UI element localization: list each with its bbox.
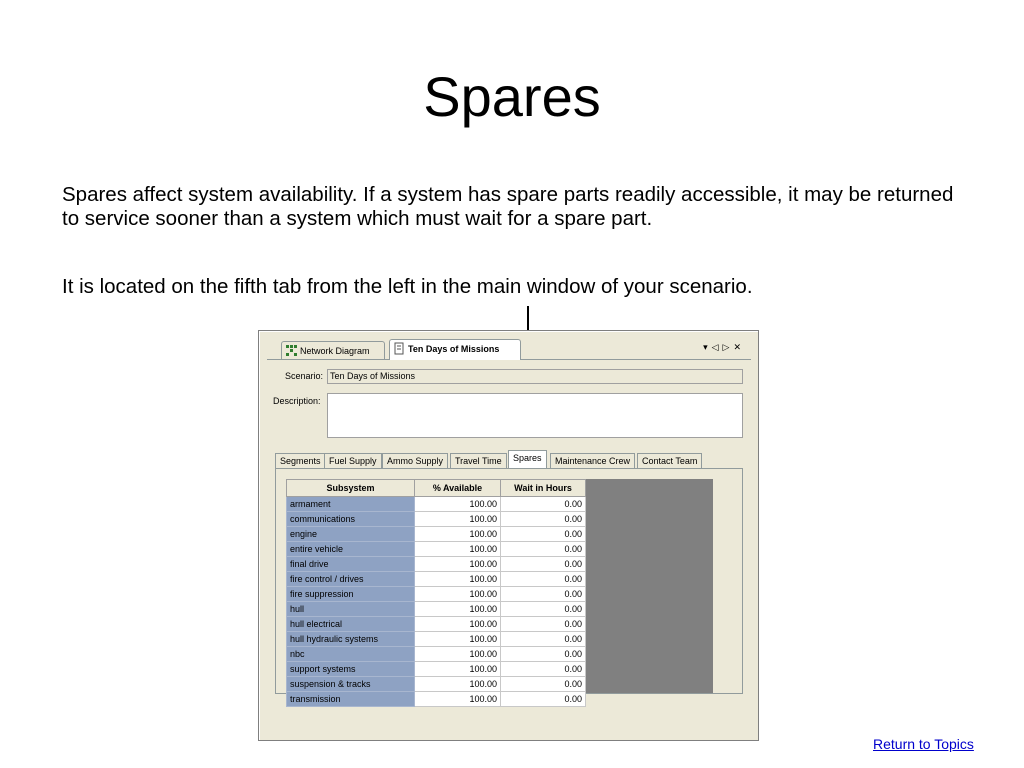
subsystem-cell[interactable]: fire suppression bbox=[287, 587, 415, 602]
wait-cell[interactable]: 0.00 bbox=[501, 572, 586, 587]
available-cell[interactable]: 100.00 bbox=[415, 632, 501, 647]
column-header-subsystem[interactable]: Subsystem bbox=[287, 480, 415, 497]
wait-cell[interactable]: 0.00 bbox=[501, 662, 586, 677]
wait-cell[interactable]: 0.00 bbox=[501, 647, 586, 662]
mission-document-icon bbox=[394, 343, 405, 354]
scroll-right-icon[interactable]: ▷ bbox=[722, 342, 734, 352]
location-paragraph: It is located on the fifth tab from the left in the main window of your scenario. bbox=[62, 275, 753, 298]
tab-maintenance-crew[interactable]: Maintenance Crew bbox=[550, 453, 635, 469]
subsystem-cell[interactable]: nbc bbox=[287, 647, 415, 662]
subsystem-cell[interactable]: hull electrical bbox=[287, 617, 415, 632]
table-row[interactable] bbox=[287, 662, 586, 677]
subsystem-cell[interactable]: armament bbox=[287, 497, 415, 512]
subsystem-cell[interactable]: entire vehicle bbox=[287, 542, 415, 557]
subsystem-cell[interactable]: transmission bbox=[287, 692, 415, 707]
table-row[interactable] bbox=[287, 527, 586, 542]
network-diagram-icon bbox=[286, 345, 297, 356]
table-row[interactable] bbox=[287, 542, 586, 557]
table-row[interactable] bbox=[287, 617, 586, 632]
wait-cell[interactable]: 0.00 bbox=[501, 512, 586, 527]
available-cell[interactable]: 100.00 bbox=[415, 512, 501, 527]
table-row[interactable] bbox=[287, 647, 586, 662]
slide-title: Spares bbox=[423, 65, 601, 128]
subsystem-cell[interactable]: hull hydraulic systems bbox=[287, 632, 415, 647]
wait-cell[interactable]: 0.00 bbox=[501, 542, 586, 557]
subsystem-cell[interactable]: engine bbox=[287, 527, 415, 542]
available-cell[interactable]: 100.00 bbox=[415, 527, 501, 542]
available-cell[interactable]: 100.00 bbox=[415, 572, 501, 587]
return-to-topics-link[interactable]: Return to Topics bbox=[873, 736, 974, 752]
wait-cell[interactable]: 0.00 bbox=[501, 602, 586, 617]
tab-ammo-supply[interactable]: Ammo Supply bbox=[382, 453, 448, 469]
subsystem-cell[interactable]: communications bbox=[287, 512, 415, 527]
table-row[interactable] bbox=[287, 587, 586, 602]
subsystem-cell[interactable]: final drive bbox=[287, 557, 415, 572]
available-cell[interactable]: 100.00 bbox=[415, 497, 501, 512]
table-row[interactable] bbox=[287, 572, 586, 587]
subsystem-cell[interactable]: fire control / drives bbox=[287, 572, 415, 587]
wait-cell[interactable]: 0.00 bbox=[501, 497, 586, 512]
tab-label: Network Diagram bbox=[300, 346, 370, 356]
description-label: Description: bbox=[273, 396, 321, 406]
dropdown-icon[interactable]: ▾ bbox=[703, 342, 712, 352]
scenario-label: Scenario: bbox=[285, 371, 324, 381]
column-header-wait[interactable]: Wait in Hours bbox=[501, 480, 586, 497]
wait-cell[interactable]: 0.00 bbox=[501, 677, 586, 692]
subsystem-cell[interactable]: support systems bbox=[287, 662, 415, 677]
tab-travel-time[interactable]: Travel Time bbox=[450, 453, 507, 469]
available-cell[interactable]: 100.00 bbox=[415, 602, 501, 617]
available-cell[interactable]: 100.00 bbox=[415, 662, 501, 677]
wait-cell[interactable]: 0.00 bbox=[501, 527, 586, 542]
available-cell[interactable]: 100.00 bbox=[415, 692, 501, 707]
scroll-left-icon[interactable]: ◁ bbox=[711, 342, 723, 352]
scenario-field[interactable]: Ten Days of Missions bbox=[327, 369, 743, 384]
table-row[interactable] bbox=[287, 497, 586, 512]
available-cell[interactable]: 100.00 bbox=[415, 587, 501, 602]
column-header-available[interactable]: % Available bbox=[415, 480, 501, 497]
available-cell[interactable]: 100.00 bbox=[415, 542, 501, 557]
wait-cell[interactable]: 0.00 bbox=[501, 557, 586, 572]
tab-ten-days-of-missions[interactable] bbox=[389, 339, 521, 360]
available-cell[interactable]: 100.00 bbox=[415, 557, 501, 572]
table-row[interactable] bbox=[287, 677, 586, 692]
available-cell[interactable]: 100.00 bbox=[415, 647, 501, 662]
tab-contact-team[interactable]: Contact Team bbox=[637, 453, 702, 469]
spares-grid bbox=[286, 479, 713, 704]
table-row[interactable] bbox=[287, 557, 586, 572]
table-row[interactable] bbox=[287, 692, 586, 707]
available-cell[interactable]: 100.00 bbox=[415, 677, 501, 692]
wait-cell[interactable]: 0.00 bbox=[501, 692, 586, 707]
window-controls bbox=[703, 342, 745, 353]
subsystem-cell[interactable]: hull bbox=[287, 602, 415, 617]
wait-cell[interactable]: 0.00 bbox=[501, 617, 586, 632]
tab-fuel-supply[interactable]: Fuel Supply bbox=[324, 453, 382, 469]
description-field[interactable] bbox=[327, 393, 743, 438]
close-icon[interactable]: ✕ bbox=[733, 342, 745, 352]
available-cell[interactable]: 100.00 bbox=[415, 617, 501, 632]
intro-paragraph: Spares affect system availability. If a system has spare parts readily accessible, it may be returned to service sooner than a system which must wait for a spare part. bbox=[62, 183, 954, 230]
wait-cell[interactable]: 0.00 bbox=[501, 632, 586, 647]
wait-cell[interactable]: 0.00 bbox=[501, 587, 586, 602]
tab-segments[interactable]: Segments bbox=[275, 453, 326, 469]
table-row[interactable] bbox=[287, 632, 586, 647]
tab-label: Ten Days of Missions bbox=[408, 344, 500, 354]
scenario-window bbox=[258, 330, 759, 741]
subsystem-cell[interactable]: suspension & tracks bbox=[287, 677, 415, 692]
tab-spares[interactable]: Spares bbox=[508, 450, 547, 469]
table-row[interactable] bbox=[287, 512, 586, 527]
tab-network-diagram[interactable] bbox=[281, 341, 385, 359]
table-row[interactable] bbox=[287, 602, 586, 617]
document-tab-strip bbox=[267, 339, 751, 360]
